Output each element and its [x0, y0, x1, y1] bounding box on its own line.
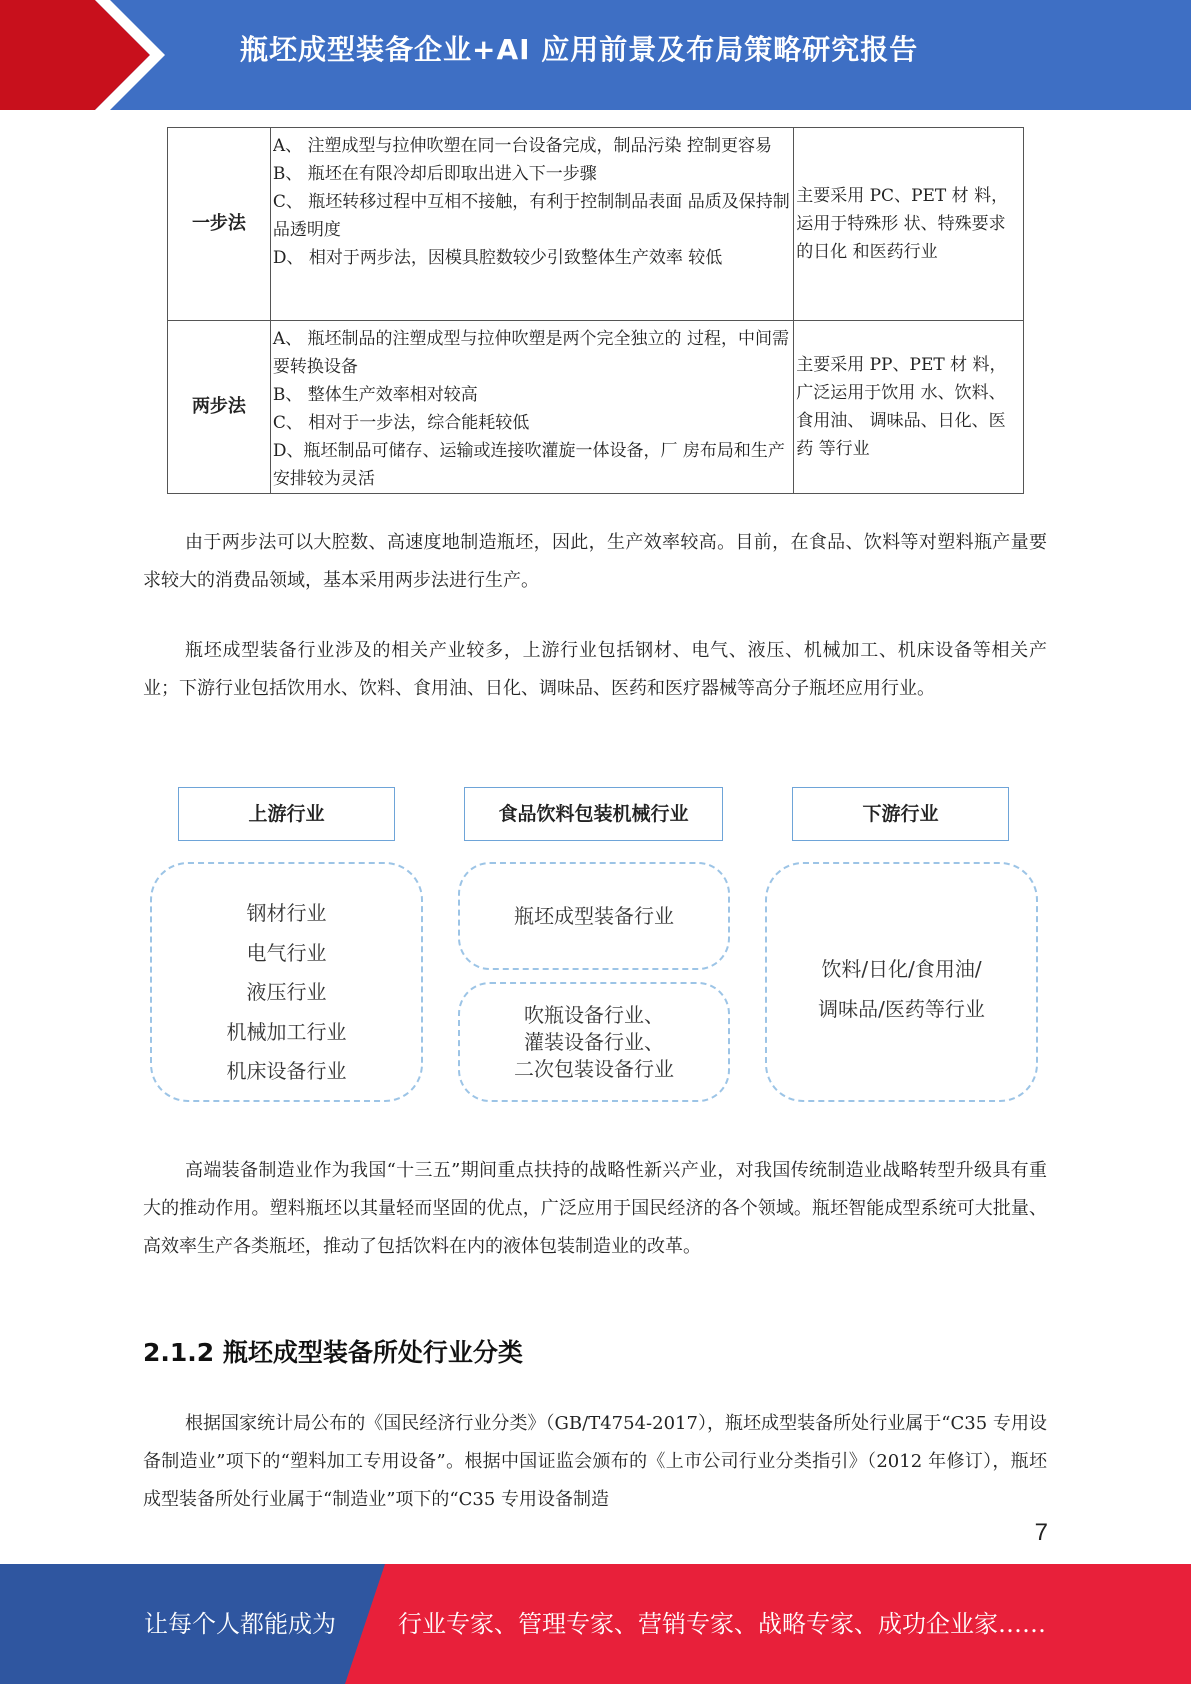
middle-bottom-item: 灌装设备行业、	[524, 1030, 664, 1054]
middle-title: 食品饮料包装机械行业	[464, 787, 723, 841]
feature-item: D、 相对于两步法，因模具腔数较少引致整体生产效率 较低	[272, 248, 723, 268]
upstream-title: 上游行业	[178, 787, 395, 841]
middle-bottom-box	[458, 982, 730, 1102]
footer-slogan-right: 行业专家、管理专家、营销专家、战略专家、成功企业家……	[398, 1610, 1046, 1638]
feature-item: A、 注塑成型与拉伸吹塑在同一台设备完成，制品污染 控制更容易	[272, 136, 772, 156]
middle-bottom-item: 二次包装设备行业	[514, 1057, 674, 1081]
method-cell: 一步法	[168, 128, 271, 321]
upstream-item: 机械加工行业	[226, 1019, 347, 1044]
usage-cell: 主要采用 PP、PET 材 料，广泛运用于饮用 水、饮料、食用油、 调味品、日化、医药 等行业	[794, 321, 1024, 494]
middle-top-box	[458, 862, 730, 970]
footer-slogan-left: 让每个人都能成为	[144, 1610, 336, 1638]
feature-item: B、 瓶坯在有限冷却后即取出进入下一步骤	[272, 164, 597, 184]
table-row	[168, 321, 1024, 494]
feature-item: D、瓶坯制品可储存、运输或连接吹灌旋一体设备，厂 房布局和生产安排较为灵活	[272, 441, 785, 489]
method-cell: 两步法	[168, 321, 271, 494]
page-number: 7	[1034, 1519, 1048, 1546]
process-comparison-table	[167, 127, 1024, 494]
paragraph: 根据国家统计局公布的《国民经济行业分类》（GB/T4754-2017），瓶坯成型装备所处行业属于“C35 专用设备制造业”项下的“塑料加工专用设备”。根据中国证监会颁布的《上市公司行业分类指引》（2012 年修订），瓶坯成型装备所处行业属于“制造业”项下的“C35 专用设备制造	[143, 1413, 1047, 1510]
paragraph: 高端装备制造业作为我国“十三五”期间重点扶持的战略性新兴产业，对我国传统制造业战略转型升级具有重大的推动作用。塑料瓶坯以其量轻而坚固的优点，广泛应用于国民经济的各个领域。瓶坯智能成型系统可大批量、高效率生产各类瓶坯，推动了包括饮料在内的液体包装制造业的改革。	[143, 1160, 1047, 1257]
upstream-item: 电气行业	[246, 940, 327, 965]
features-cell	[270, 321, 793, 494]
page-footer	[0, 1564, 1191, 1684]
feature-item: C、 瓶坯转移过程中互相不接触，有利于控制制品表面 品质及保持制品透明度	[272, 192, 790, 240]
feature-item: C、 相对于一步法，综合能耗较低	[272, 413, 530, 433]
upstream-item: 液压行业	[246, 980, 327, 1004]
feature-item: A、 瓶坯制品的注塑成型与拉伸吹塑是两个完全独立的 过程，中间需要转换设备	[272, 329, 789, 377]
usage-cell: 主要采用 PC、PET 材 料，运用于特殊形 状、特殊要求的日化 和医药行业	[794, 128, 1024, 321]
table-row	[168, 128, 1024, 321]
upstream-item: 机床设备行业	[226, 1059, 347, 1083]
paragraph: 由于两步法可以大腔数、高速度地制造瓶坯，因此，生产效率较高。目前，在食品、饮料等对塑料瓶产量要求较大的消费品领域，基本采用两步法进行生产。	[143, 532, 1047, 591]
section-heading: 2.1.2 瓶坯成型装备所处行业分类	[143, 1338, 523, 1367]
feature-item: B、 整体生产效率相对较高	[272, 385, 478, 405]
upstream-box	[150, 862, 423, 1102]
upstream-item: 钢材行业	[246, 901, 327, 925]
downstream-box	[765, 862, 1038, 1102]
downstream-title: 下游行业	[792, 787, 1009, 841]
downstream-item: 饮料/日化/食用油/	[821, 957, 982, 981]
middle-bottom-item: 吹瓶设备行业、	[524, 1003, 664, 1027]
downstream-item: 调味品/医药等行业	[818, 997, 985, 1021]
middle-top-item: 瓶坯成型装备行业	[514, 904, 674, 928]
features-cell	[270, 128, 793, 321]
paragraph: 瓶坯成型装备行业涉及的相关产业较多，上游行业包括钢材、电气、液压、机械加工、机床设备等相关产业；下游行业包括饮用水、饮料、食用油、日化、调味品、医药和医疗器械等高分子瓶坯应用行业。	[143, 640, 1047, 699]
page-header	[0, 0, 1191, 110]
report-title: 瓶坯成型装备企业+AI 应用前景及布局策略研究报告	[240, 33, 919, 66]
